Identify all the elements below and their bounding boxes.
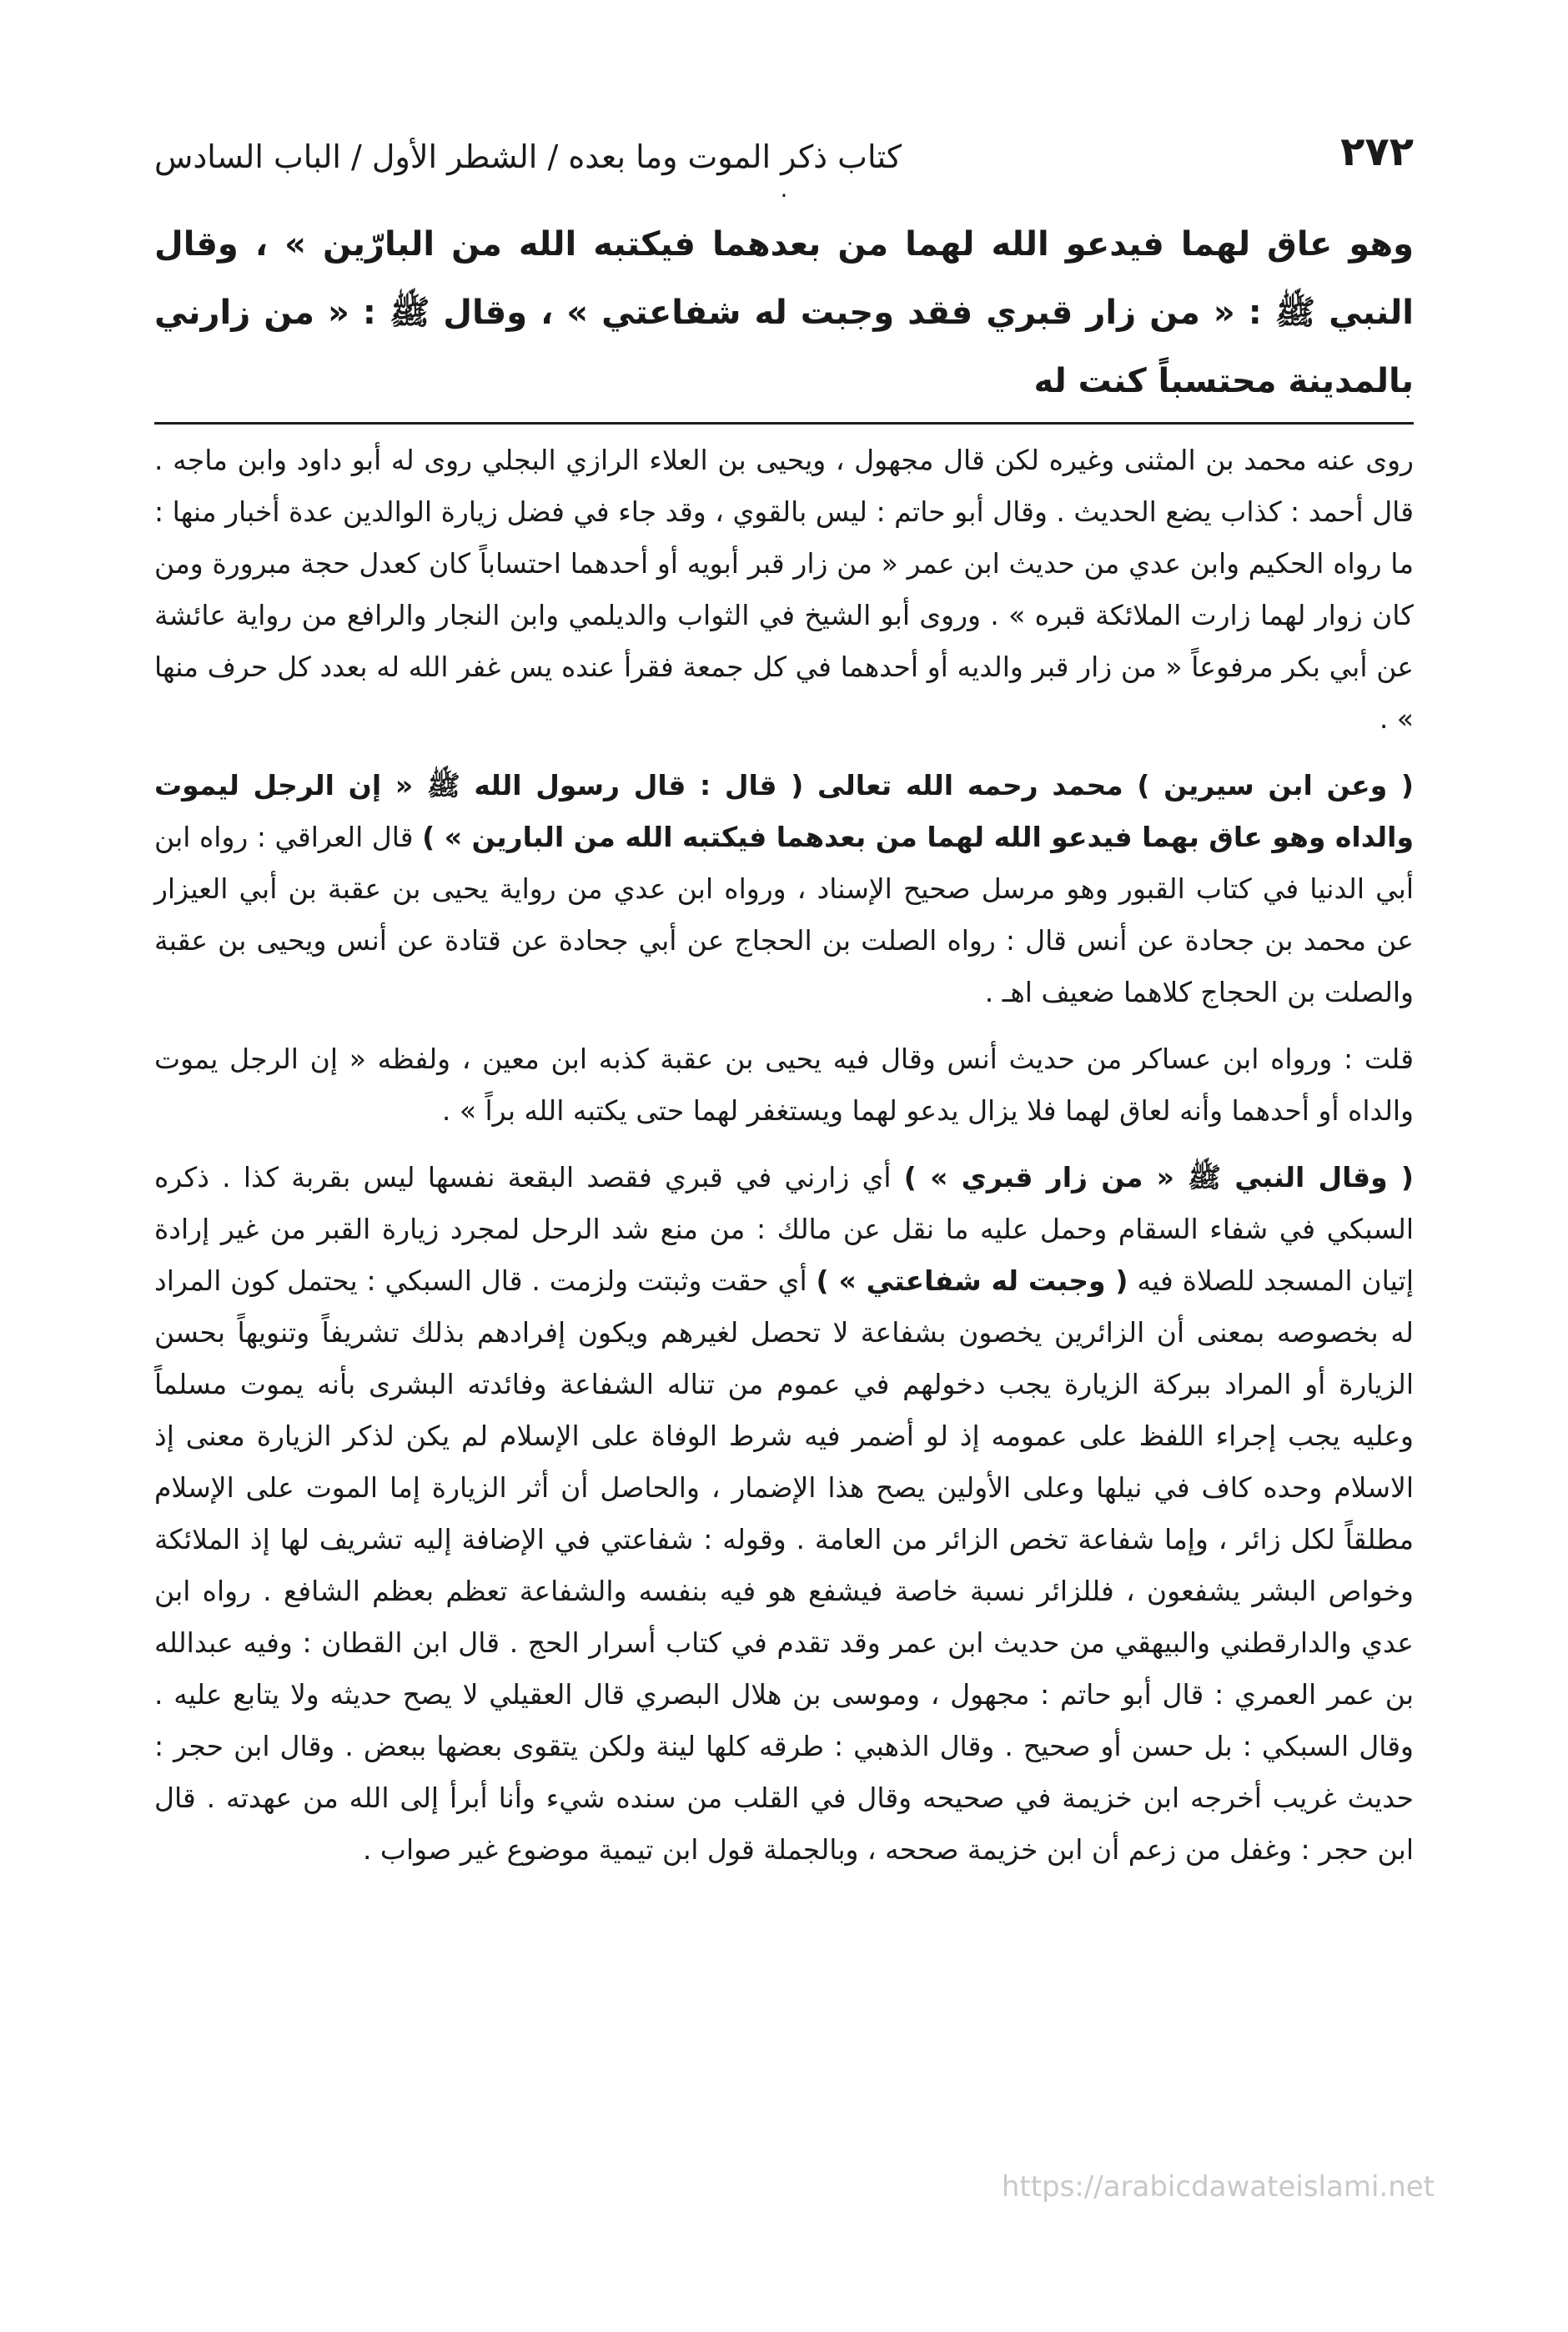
- paragraph-1-lead: ( وعن ابن سيرين ) محمد رحمه الله تعالى ( قال : قال رسول الله ﷺ « إن الرجل ليموت والداه وهو عاق بهما فيدعو الله لهما من بعدهما فيكتبه الله من البارين » ): [154, 769, 1414, 853]
- page-header: [154, 108, 1414, 175]
- paragraph-1-text: قال العراقي : رواه ابن أبي الدنيا في كتاب القبور وهو مرسل صحيح الإسناد ، ورواه ابن عدي من رواية يحيى بن عقبة بن أبي العيزار عن محمد بن جحادة عن أنس قال : رواه الصلت بن الحجاج عن أبي جحادة عن قتادة عن أنس ويحيى بن عقبة والصلت بن الحجاج كلاهما ضعيف اهـ .: [154, 821, 1414, 1008]
- divider-rule: [154, 422, 1414, 425]
- header-dot: .: [780, 175, 788, 203]
- page-number: ٢٧٢: [1340, 128, 1414, 175]
- paragraph-3-text-1: أي زارني في قبري فقصد البقعة نفسها ليس بقربة كذا . ذكره السبكي في شفاء السقام وحمل عليه ما نقل عن مالك : من منع شد الرحل لمجرد زيارة القبر من غير إرادة إتيان المسجد للصلاة فيه: [154, 1161, 1414, 1297]
- commentary-paragraph-1: [154, 760, 1414, 1018]
- commentary: [154, 435, 1414, 1876]
- main-text: وهو عاق لهما فيدعو الله لهما من بعدهما فيكتبه الله من البارّين » ، وقال النبي ﷺ : « من زار قبري فقد وجبت له شفاعتي » ، وقال ﷺ : « من زارني بالمدينة محتسباً كنت له: [154, 225, 1414, 400]
- book-page: [154, 108, 1414, 2277]
- paragraph-3-lead-1: ( وقال النبي ﷺ « من زار قبري » ): [903, 1161, 1414, 1194]
- footnote-paragraph: روى عنه محمد بن المثنى وغيره لكن قال مجهول ، ويحيى بن العلاء الرازي البجلي روى له أبو داود وابن ماجه . قال أحمد : كذاب يضع الحديث . وقال أبو حاتم : ليس بالقوي ، وقد جاء في فضل زيارة الوالدين عدة أخبار منها : ما رواه الحكيم وابن عدي من حديث ابن عمر « من زار قبر أبويه أو أحدهما احتساباً كان كعدل حجة مبرورة ومن كان زوار لهما زارت الملائكة قبره » . وروى أبو الشيخ في الثواب والديلمي وابن النجار والرافع من رواية عائشة عن أبي بكر مرفوعاً « من زار قبر والديه أو أحدهما في كل جمعة فقرأ عنده يس غفر الله له بعدد كل حرف منها » .: [154, 444, 1414, 735]
- paragraph-3-lead-2: ( وجبت له شفاعتي » ): [816, 1264, 1128, 1297]
- paragraph-3-text-2: أي حقت وثبتت ولزمت . قال السبكي : يحتمل كون المراد له بخصوصه بمعنى أن الزائرين يخصون بشفاعة لا تحصل لغيرهم ويكون إفرادهم بذلك تشريفاً وتنويهاً بحسن الزيارة أو المراد ببركة الزيارة يجب دخولهم في عموم من تناله الشفاعة وفائدته البشرى بأنه يموت مسلماً وعليه يجب إجراء اللفظ على عمومه إذ لو أضمر فيه شرط الوفاة على الإسلام لم يكن لذكر الزيارة معنى إذ الاسلام وحده كاف في نيلها وعلى الأولين يصح هذا الإضمار ، والحاصل أن أثر الزيارة إما الموت على الإسلام مطلقاً لكل زائر ، وإما شفاعة تخص الزائر من العامة . وقوله : شفاعتي في الإضافة إليه تشريف لها إذ الملائكة وخواص البشر يشفعون ، فللزائر نسبة خاصة فيشفع هو فيه بنفسه والشفاعة تعظم بعظم الشافع . رواه ابن عدي والدارقطني والبيهقي من حديث ابن عمر وقد تقدم في كتاب أسرار الحج . قال ابن القطان : وفيه عبدالله بن عمر العمري : قال أبو حاتم : مجهول ، وموسى بن هلال البصري قال العقيلي لا يصح حديثه ولا يتابع عليه . وقال السبكي : بل حسن أو صحيح . وقال الذهبي : طرقه كلها لينة ولكن يتقوى بعضها ببعض . وقال ابن حجر : حديث غريب أخرجه ابن خزيمة في صحيحه وقال في القلب من سنده شيء وأنا أبرأ إلى الله من عهدته . قال ابن حجر : وغفل من زعم أن ابن خزيمة صححه ، وبالجملة قول ابن تيمية موضوع غير صواب .: [154, 1264, 1414, 1866]
- commentary-paragraph-3: [154, 1152, 1414, 1876]
- commentary-paragraph-2: قلت : ورواه ابن عساكر من حديث أنس وقال فيه يحيى بن عقبة كذبه ابن معين ، ولفظه « إن الرجل يموت والداه أو أحدهما وأنه لعاق لهما فلا يزال يدعو لهما ويستغفر لهما حتى يكتبه الله براً » .: [154, 1043, 1414, 1127]
- watermark-url: https://arabicdawateislami.net: [1001, 2170, 1435, 2204]
- running-title: كتاب ذكر الموت وما بعده / الشطر الأول / الباب السادس: [154, 138, 902, 175]
